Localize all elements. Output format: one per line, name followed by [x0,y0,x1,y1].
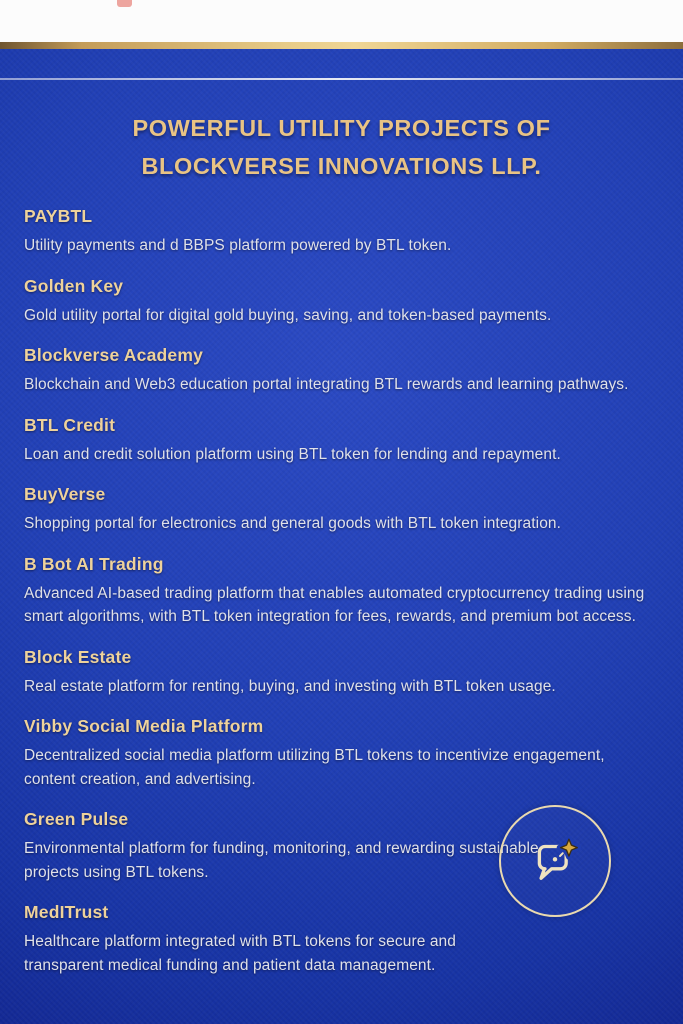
chat-sparkle-icon [526,832,584,890]
gold-divider-bar [0,42,683,49]
top-strip [0,0,683,42]
project-name: Blockverse Academy [24,345,204,365]
project-item [24,345,659,397]
project-name: BuyVerse [24,484,106,504]
project-description: Advanced AI-based trading platform that enables automated cryptocurrency trading using smart algorithms, with BTL token integration for fees, rewards, and premium bot access. [24,584,645,625]
project-description: Real estate platform for renting, buying, and investing with BTL token usage. [24,677,556,695]
project-name: Golden Key [24,275,124,296]
project-name: Green Pulse [24,809,129,829]
project-description: Decentralized social media platform utilizing BTL tokens to incentivize engagement, content creation, and advertising. [24,747,605,788]
project-item [24,415,659,467]
project-description: Gold utility portal for digital gold buying, saving, and token-based payments. [24,306,552,324]
project-name: B Bot AI Trading [24,553,164,574]
project-item [24,206,659,258]
project-item [24,484,659,536]
project-description: Shopping portal for electronics and general goods with BTL token integration. [24,515,562,532]
project-description: Blockchain and Web3 education portal integrating BTL rewards and learning pathways. [24,376,629,393]
project-name: MedITrust [24,902,109,922]
project-item [24,716,659,791]
project-item [24,554,659,629]
project-description: Loan and credit solution platform using BTL token for lending and repayment. [24,445,561,463]
separator-line [0,78,683,80]
chat-widget-button[interactable] [499,805,611,917]
project-item [24,276,659,328]
project-description: Healthcare platform integrated with BTL tokens for secure and transparent medical funding and patient data management. [24,933,456,974]
page-title-line2: BLOCKVERSE INNOVATIONS LLP. [141,153,542,179]
project-description: Utility payments and d BBPS platform powered by BTL token. [24,237,452,254]
project-description: Environmental platform for funding, monitoring, and rewarding sustainable projects using BTL tokens. [24,840,539,881]
red-mark [117,0,132,7]
project-name: Block Estate [24,646,132,667]
project-name: Vibby Social Media Platform [24,716,264,736]
page-title [30,109,653,185]
project-name: PAYBTL [24,206,93,226]
content-area [0,49,683,1024]
project-item [24,647,659,699]
project-name: BTL Credit [24,414,116,435]
page-title-line1: POWERFUL UTILITY PROJECTS OF [132,115,551,141]
